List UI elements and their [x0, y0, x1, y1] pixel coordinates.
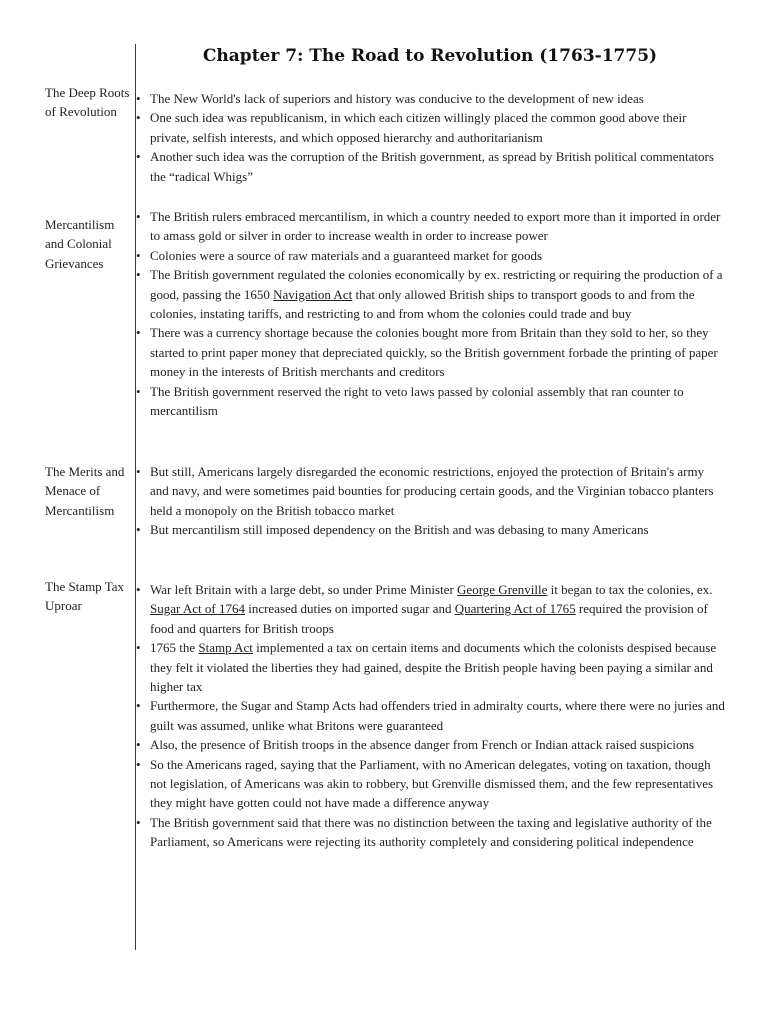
term-navigation-act: Navigation Act: [273, 286, 353, 302]
list-item: • The British government reserved the right to veto laws passed by colonial assembly that ran counter to mercantilism: [136, 382, 726, 421]
term-stamp-act: Stamp Act: [198, 640, 253, 656]
bullet-list: [136, 462, 726, 540]
list-item: • But mercantilism still imposed dependency on the British and was debasing to many Americans: [136, 520, 726, 539]
list-item: • Furthermore, the Sugar and Stamp Acts had offenders tried in admiralty courts, where there were no juries and guilt was assumed, unlike what Britons were guaranteed: [136, 696, 726, 735]
section-heading: The Stamp Tax Uproar: [45, 579, 125, 614]
page-title: Chapter 7: The Road to Revolution (1763-1775): [202, 46, 658, 66]
list-item: • One such idea was republicanism, in which each citizen willingly placed the common good above their private, selfish interests, and which opposed hierarchy and authoritarianism: [136, 108, 726, 147]
term-sugar-act: Sugar Act of 1764: [150, 601, 245, 617]
bullet-list: [136, 580, 726, 852]
list-item: • There was a currency shortage because the colonies bought more from Britain than they sold to her, so they started to print paper money that depreciated quickly, so the British government forbade the printing of paper money in the interests of British merchants and creditors: [136, 323, 726, 381]
section-heading: The Merits and Menace of Mercantilism: [45, 464, 125, 518]
bullet-list: [136, 89, 726, 186]
list-item: • The New World's lack of superiors and history was conducive to the development of new ideas: [136, 89, 726, 108]
term-george-grenville: George Grenville: [457, 582, 548, 597]
section-heading: The Deep Roots of Revolution: [45, 85, 130, 120]
list-item: • The British government regulated the colonies economically by ex. restricting or requiring the production of a good, passing the 1650 Navigation Act that only allowed British ships to transport goods to and from the colonies, instating tariffs, and restricting to and from whom the colonies could trade and buy: [136, 265, 726, 323]
list-item: • So the Americans raged, saying that the Parliament, with no American delegates, voting on taxation, though not legislation, of Americans was akin to robbery, but Grenville dismissed them, and the few representatives they might have gotten could not have made a difference anyway: [136, 755, 726, 813]
term-quartering-act: Quartering Act of 1765: [454, 601, 576, 617]
bullet-list: [136, 207, 726, 420]
list-item: • War left Britain with a large debt, so under Prime Minister George Grenville it began to tax the colonies, ex. Sugar Act of 1764 increased duties on imported sugar and Quartering Act of 1765 required the provision of food and quarters for British troops: [136, 580, 726, 638]
list-item: • 1765 the Stamp Act implemented a tax on certain items and documents which the colonists despised because they felt it violated the liberties they had gained, despite the British people having been paying a similar and higher tax: [136, 638, 726, 696]
list-item: • Another such idea was the corruption of the British government, as spread by British political commentators the “radical Whigs”: [136, 147, 726, 186]
list-item: • Colonies were a source of raw materials and a guaranteed market for goods: [136, 246, 726, 265]
section-heading: Mercantilism and Colonial Grievances: [45, 217, 115, 271]
list-item: • Also, the presence of British troops in the absence danger from French or Indian attack raised suspicions: [136, 735, 726, 754]
list-item: • The British rulers embraced mercantilism, in which a country needed to export more than it imported in order to amass gold or silver in order to increase wealth in order to increase power: [136, 207, 726, 246]
list-item: • But still, Americans largely disregarded the economic restrictions, enjoyed the protection of Britain's army and navy, and were sometimes paid bounties for producing certain goods, and the Virginian tobacco planters held a monopoly on the British tobacco market: [136, 462, 726, 520]
list-item: • The British government said that there was no distinction between the taxing and legislative authority of the Parliament, so Americans were rejecting its authority completely and considering political independence: [136, 813, 726, 852]
